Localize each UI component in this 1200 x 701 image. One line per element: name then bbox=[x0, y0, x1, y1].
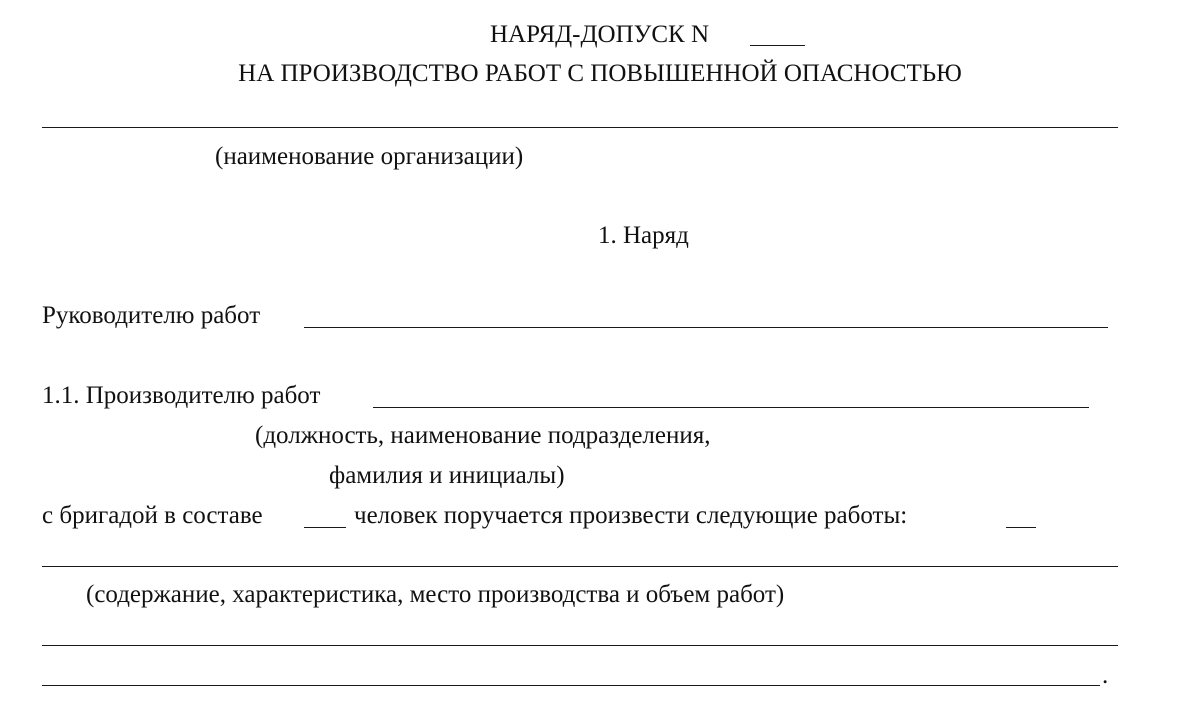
producer-name-blank[interactable] bbox=[373, 407, 1089, 408]
work-description-caption: (содержание, характеристика, место производства и объем работ) bbox=[86, 581, 785, 608]
organization-caption: (наименование организации) bbox=[215, 143, 524, 170]
title-line-2: НА ПРОИЗВОДСТВО РАБОТ С ПОВЫШЕННОЙ ОПАСНОСТЬЮ bbox=[238, 60, 962, 87]
brigade-prefix: с бригадой в составе bbox=[42, 502, 263, 529]
title-line-1 bbox=[490, 20, 709, 50]
work-description-blank-start[interactable] bbox=[1006, 527, 1036, 528]
work-description-line-2[interactable] bbox=[42, 645, 1118, 646]
producer-caption-line-2: фамилия и инициалы) bbox=[329, 462, 565, 489]
producer-caption-line-1: (должность, наименование подразделения, bbox=[255, 422, 711, 449]
permit-number-blank[interactable] bbox=[750, 45, 805, 46]
work-description-line-3[interactable] bbox=[42, 685, 1100, 686]
brigade-suffix: человек поручается произвести следующие работы: bbox=[354, 502, 908, 529]
work-description-line-1[interactable] bbox=[42, 566, 1118, 567]
manager-name-blank[interactable] bbox=[304, 327, 1108, 328]
title-permit-label: НАРЯД-ДОПУСК N bbox=[490, 21, 710, 48]
organization-name-line[interactable] bbox=[42, 127, 1118, 128]
final-period: . bbox=[1102, 662, 1109, 689]
manager-label: Руководителю работ bbox=[42, 302, 261, 329]
section-1-heading: 1. Наряд bbox=[598, 222, 689, 249]
producer-label: 1.1. Производителю работ bbox=[42, 382, 321, 409]
brigade-count-blank[interactable] bbox=[304, 527, 346, 528]
